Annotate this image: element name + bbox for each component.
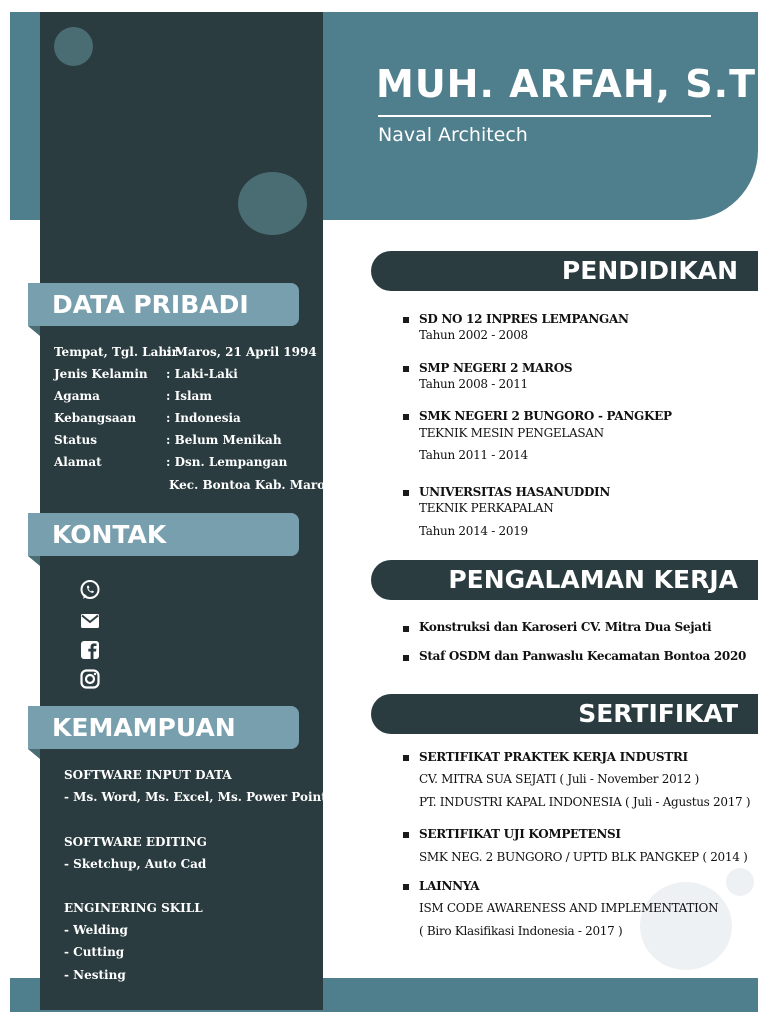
personal-data-value: : Dsn. Lempangan bbox=[166, 455, 288, 469]
section-heading-contact: KONTAK bbox=[28, 513, 299, 556]
skill-item: - Nesting bbox=[64, 968, 126, 982]
bullet bbox=[403, 755, 409, 761]
email-icon[interactable] bbox=[79, 610, 101, 632]
section-heading-personal-data: DATA PRIBADI bbox=[28, 283, 299, 326]
decorative-circle bbox=[640, 882, 732, 970]
section-heading-certificates: SERTIFIKAT bbox=[371, 694, 758, 734]
section-heading-education: PENDIDIKAN bbox=[371, 251, 758, 291]
education-school: SMK NEGERI 2 BUNGORO - PANGKEP bbox=[419, 409, 672, 423]
personal-data-value: : Indonesia bbox=[166, 411, 241, 425]
education-years: Tahun 2002 - 2008 bbox=[419, 328, 528, 342]
certificate-detail: PT. INDUSTRI KAPAL INDONESIA ( Juli - Agustus 2017 ) bbox=[419, 795, 751, 809]
skill-item: - Ms. Word, Ms. Excel, Ms. Power Point bbox=[64, 790, 327, 804]
bullet bbox=[403, 317, 409, 323]
skill-item: - Welding bbox=[64, 923, 128, 937]
skill-item: - Sketchup, Auto Cad bbox=[64, 857, 207, 871]
experience-item: Staf OSDM dan Panwaslu Kecamatan Bontoa 2020 bbox=[419, 649, 747, 663]
personal-data-value: : Maros, 21 April 1994 bbox=[166, 345, 317, 359]
section-tab bbox=[28, 326, 40, 336]
person-name: MUH. ARFAH, S.T bbox=[376, 62, 757, 106]
skill-category: SOFTWARE INPUT DATA bbox=[64, 768, 232, 782]
section-heading-experience: PENGALAMAN KERJA bbox=[371, 560, 758, 600]
personal-data-label: Kebangsaan bbox=[54, 411, 137, 425]
education-years: Tahun 2008 - 2011 bbox=[419, 377, 528, 391]
personal-data-value: : Belum Menikah bbox=[166, 433, 282, 447]
certificate-detail: CV. MITRA SUA SEJATI ( Juli - November 2012 ) bbox=[419, 772, 699, 786]
education-major: TEKNIK PERKAPALAN bbox=[419, 501, 554, 515]
skill-category: ENGINERING SKILL bbox=[64, 901, 203, 915]
certificate-title: LAINNYA bbox=[419, 879, 480, 893]
bullet bbox=[403, 366, 409, 372]
decorative-circle bbox=[726, 868, 754, 896]
personal-data-label: Jenis Kelamin bbox=[54, 367, 148, 381]
whatsapp-icon[interactable] bbox=[79, 579, 101, 601]
certificate-title: SERTIFIKAT PRAKTEK KERJA INDUSTRI bbox=[419, 750, 688, 764]
personal-data-label: Tempat, Tgl. Lahir bbox=[54, 345, 179, 359]
bullet bbox=[403, 626, 409, 632]
skill-item: - Cutting bbox=[64, 945, 125, 959]
personal-data-label: Alamat bbox=[54, 455, 102, 469]
certificate-detail: ( Biro Klasifikasi Indonesia - 2017 ) bbox=[419, 924, 623, 938]
personal-data-label: Status bbox=[54, 433, 98, 447]
personal-data-address-continuation: Kec. Bontoa Kab. Maros bbox=[169, 478, 332, 492]
skill-category: SOFTWARE EDITING bbox=[64, 835, 207, 849]
experience-item: Konstruksi dan Karoseri CV. Mitra Dua Sejati bbox=[419, 620, 712, 634]
certificate-detail: SMK NEG. 2 BUNGORO / UPTD BLK PANGKEP ( 2014 ) bbox=[419, 850, 748, 864]
section-tab bbox=[28, 749, 40, 759]
personal-data-value: : Islam bbox=[166, 389, 213, 403]
education-years: Tahun 2014 - 2019 bbox=[419, 524, 528, 538]
bullet bbox=[403, 884, 409, 890]
education-major: TEKNIK MESIN PENGELASAN bbox=[419, 426, 604, 440]
personal-data-label: Agama bbox=[54, 389, 100, 403]
facebook-icon[interactable] bbox=[79, 639, 101, 661]
instagram-icon[interactable] bbox=[79, 668, 101, 690]
certificate-detail: ISM CODE AWARENESS AND IMPLEMENTATION bbox=[419, 901, 719, 915]
bullet bbox=[403, 832, 409, 838]
personal-data-value: : Laki-Laki bbox=[166, 367, 238, 381]
name-underline bbox=[378, 115, 711, 117]
section-heading-skills: KEMAMPUAN bbox=[28, 706, 299, 749]
decorative-circle bbox=[54, 27, 93, 66]
education-school: SMP NEGERI 2 MAROS bbox=[419, 361, 573, 375]
education-school: SD NO 12 INPRES LEMPANGAN bbox=[419, 312, 629, 326]
certificate-title: SERTIFIKAT UJI KOMPETENSI bbox=[419, 827, 621, 841]
job-title: Naval Architech bbox=[378, 124, 528, 146]
section-tab bbox=[28, 556, 40, 566]
bullet bbox=[403, 655, 409, 661]
education-years: Tahun 2011 - 2014 bbox=[419, 448, 528, 462]
bullet bbox=[403, 414, 409, 420]
bullet bbox=[403, 490, 409, 496]
education-school: UNIVERSITAS HASANUDDIN bbox=[419, 485, 611, 499]
decorative-circle bbox=[238, 172, 307, 235]
